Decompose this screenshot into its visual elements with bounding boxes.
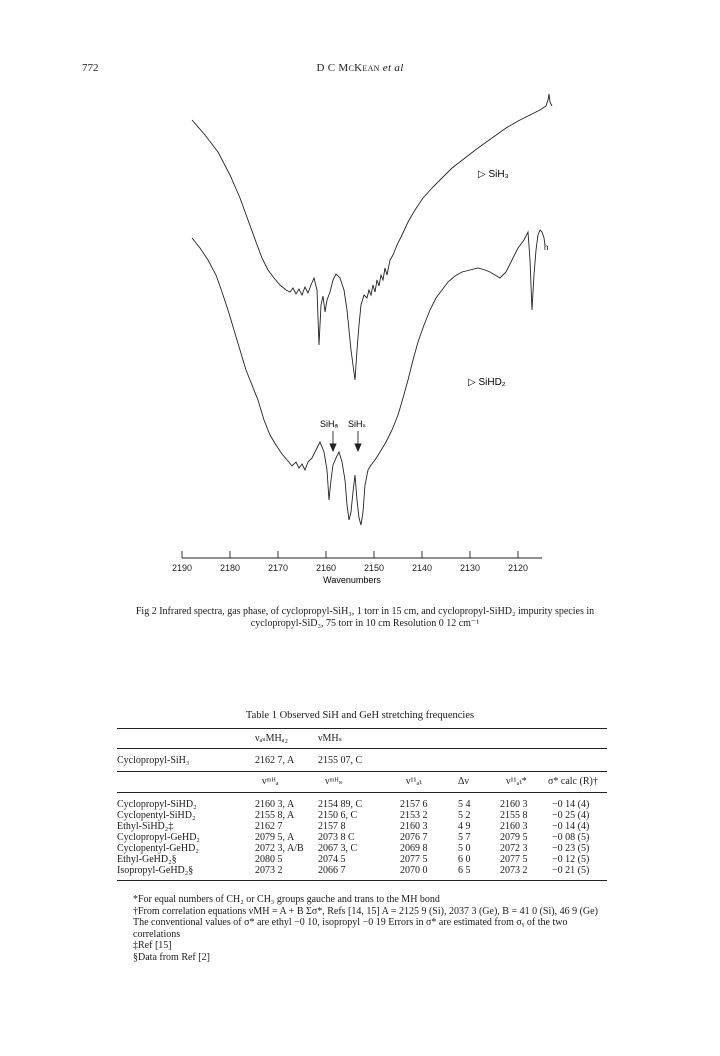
- arrow-sih-s: [355, 431, 361, 451]
- table-cell: 2155 8: [500, 810, 528, 821]
- table-cell: 5 7: [458, 832, 471, 843]
- sih3-row-vas: 2162 7, A: [255, 755, 295, 766]
- table-cell: 2160 3: [500, 821, 528, 832]
- table-cell: 2066 7: [318, 865, 346, 876]
- table-cell: −0 12 (5): [552, 854, 590, 865]
- table-cell: −0 14 (4): [552, 799, 590, 810]
- tick-2190: 2190: [171, 563, 193, 573]
- label-sih-s: SiHₛ: [348, 419, 366, 429]
- table-rule-4: [117, 792, 607, 793]
- table-cell: 2157 6: [400, 799, 428, 810]
- table-cell: 2155 8, A: [255, 810, 295, 821]
- tick-2180: 2180: [219, 563, 241, 573]
- table-cell: 2070 0: [400, 865, 428, 876]
- footnote-section: §Data from Ref [2]: [133, 951, 210, 963]
- table-cell: 5 4: [458, 799, 471, 810]
- table-cell: 5 2: [458, 810, 471, 821]
- table-rule-3: [117, 771, 607, 772]
- footnote-star: *For equal numbers of CH₂ or CH₃ groups gauche and trans to the MH bond: [133, 894, 440, 905]
- ir-spectrum-figure: [0, 80, 720, 600]
- table-rule-bottom: [117, 880, 607, 881]
- table-cell: 2073 2: [500, 865, 528, 876]
- tick-2160: 2160: [315, 563, 337, 573]
- table-cell: 2079 5: [500, 832, 528, 843]
- table-cell: 2157 8: [318, 821, 346, 832]
- table-cell: 5 0: [458, 843, 471, 854]
- tick-2140: 2140: [411, 563, 433, 573]
- x-axis-tick-labels: [172, 563, 528, 573]
- label-upper-trace: ▷ SiH₃: [478, 169, 509, 180]
- table-row-name: Ethyl-GeHD₂§: [117, 854, 177, 865]
- table-cell: 2077 5: [400, 854, 428, 865]
- label-lower-trace: ▷ SiHD₂: [468, 377, 506, 388]
- table-cell: 2154 89, C: [318, 799, 363, 810]
- running-head: [0, 62, 720, 74]
- table-cell: 2160 3, A: [255, 799, 295, 810]
- table-cell: 2069 8: [400, 843, 428, 854]
- label-sih-a: SiHₐ: [320, 419, 338, 429]
- table-cell: 2080 5: [255, 854, 283, 865]
- table-cell: 2073 8 C: [318, 832, 355, 843]
- table-cell: 2160 3: [500, 799, 528, 810]
- header-c4: Δν: [458, 776, 469, 787]
- footnote-dagger: †From correlation equations νMH = A + B Σσ*, Refs [14, 15] A = 2125 9 (Si), 2037 3 (Ge), B = 41 0 (Si), 46 9 (Ge) The conventional values of σ* are ethyl −0 10, isopropyl −0 19 Errors in σ* are estimated from σᵧ of the two correlations: [133, 905, 598, 940]
- table-row-name: Cyclopropyl-SiHD₂: [117, 799, 197, 810]
- running-head-etal: et al: [379, 62, 404, 74]
- table-cell: −0 21 (5): [552, 865, 590, 876]
- table-cell: −0 25 (4): [552, 810, 590, 821]
- table-cell: −0 14 (4): [552, 821, 590, 832]
- header-c6: σ* calc (R)†: [548, 776, 598, 787]
- table-cell: 2073 2: [255, 865, 283, 876]
- header-c5: ν¹¹ₐₜ*: [506, 776, 527, 787]
- running-head-author: D C McKean: [316, 62, 380, 74]
- table-cell: 2079 5, A: [255, 832, 295, 843]
- table-cell: 2150 6, C: [318, 810, 358, 821]
- table-cell: 2160 3: [400, 821, 428, 832]
- table-row-name: Cyclopropyl-GeHD₂: [117, 832, 200, 843]
- table-cell: 2074 5: [318, 854, 346, 865]
- x-axis-label: Wavenumbers: [323, 575, 381, 585]
- header-c3: ν¹¹ₐₜ: [406, 776, 422, 787]
- sih3-row-vs: 2155 07, C: [318, 755, 363, 766]
- label-peak-marker: h: [544, 243, 549, 252]
- figure-caption: Fig 2 Infrared spectra, gas phase, of cyclopropyl-SiH₃, 1 torr in 15 cm, and cyclopropyl-SiHD₂ impurity species in cyclopropyl-SiD₃, 75 torr in 10 cm Resolution 0 12 cm⁻¹: [135, 606, 595, 629]
- table-cell: 2067 3, C: [318, 843, 358, 854]
- table-footnotes: [117, 894, 609, 963]
- x-axis: [182, 551, 542, 558]
- table-cell: 6 0: [458, 854, 471, 865]
- table-cell: 2072 3: [500, 843, 528, 854]
- arrow-sih-a: [330, 431, 336, 451]
- header-c2: νᵐᴴₛ: [325, 776, 343, 787]
- header-vs: νMHₛ: [318, 733, 343, 744]
- header-vas: νₐₛMHₐ₂: [255, 733, 288, 744]
- table-cell: −0 23 (5): [552, 843, 590, 854]
- tick-2120: 2120: [507, 563, 529, 573]
- table-row-name: Ethyl-SiHD₂‡: [117, 821, 174, 832]
- table-row-name: Cyclopentyl-GeHD₂: [117, 843, 199, 854]
- upper-spectrum-trace: [192, 94, 552, 380]
- table-cell: 2153 2: [400, 810, 428, 821]
- table-cell: 2076 7: [400, 832, 428, 843]
- table-caption: Table 1 Observed SiH and GeH stretching frequencies: [245, 710, 475, 721]
- table-cell: 6 5: [458, 865, 471, 876]
- table-rule-top: [117, 728, 607, 729]
- table-cell: 2072 3, A/B: [255, 843, 304, 854]
- table-cell: −0 08 (5): [552, 832, 590, 843]
- table-row-name: Cyclopentyl-SiHD₂: [117, 810, 196, 821]
- table-row-name: Isopropyl-GeHD₂§: [117, 865, 194, 876]
- table-cell: 2162 7: [255, 821, 283, 832]
- page-number: 772: [82, 62, 99, 74]
- tick-2150: 2150: [363, 563, 385, 573]
- table-cell: 2077 5: [500, 854, 528, 865]
- table-cell: 4 9: [458, 821, 471, 832]
- tick-2170: 2170: [267, 563, 289, 573]
- footnote-double-dagger: ‡Ref [15]: [133, 940, 172, 951]
- tick-2130: 2130: [459, 563, 481, 573]
- table-rule-2: [117, 748, 607, 749]
- sih3-row-name: Cyclopropyl-SiH₃: [117, 755, 190, 766]
- header-c1: νᵐᴴₐ: [262, 776, 279, 787]
